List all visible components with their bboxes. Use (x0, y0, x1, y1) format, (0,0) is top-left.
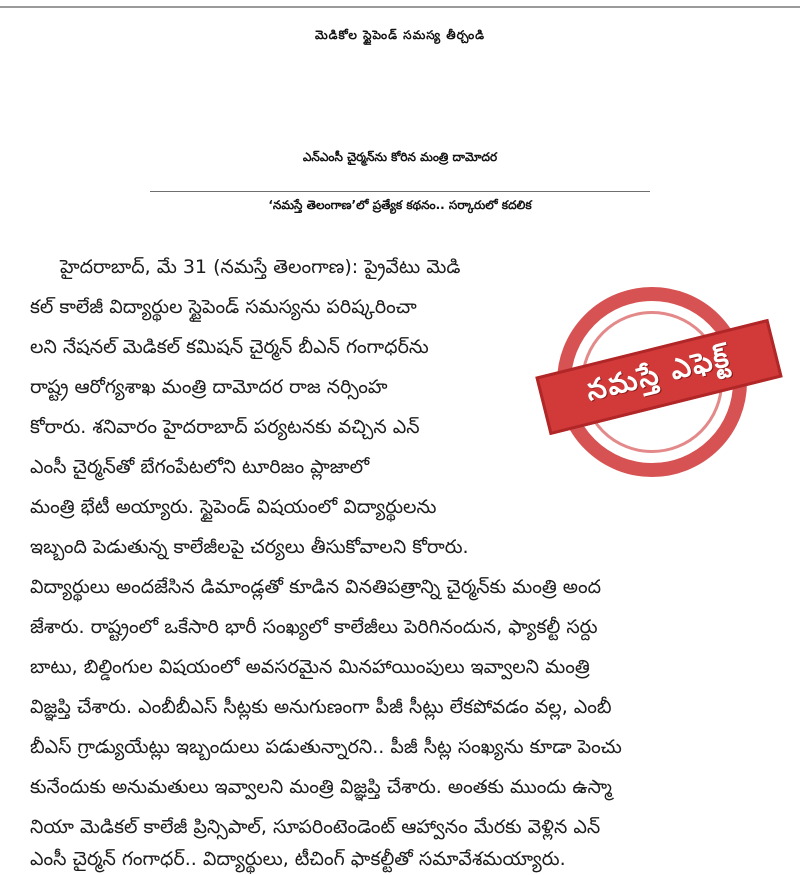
body-line-4: రాష్ట్ర ఆరోగ్యశాఖ మంత్రి దామోదర రాజ నర్సింహ (30, 376, 388, 398)
body-line-8: ఇబ్బంది పెడుతున్న కాలేజీలపై చర్యలు తీసుకోవాలని కోరారు. (30, 536, 469, 558)
body-line-13: బీఎస్ గ్రాడ్యుయేట్లు ఇబ్బందులు పడుతున్నారని.. పీజీ సీట్ల సంఖ్యను కూడా పెంచు (30, 736, 622, 758)
body-line-9: విద్యార్థులు అందజేసిన డిమాండ్లతో కూడిన వినతిపత్రాన్ని చైర్మన్‌కు మంత్రి అంద (30, 576, 602, 598)
body-line-2: కల్ కాలేజీ విద్యార్థుల స్టైపెండ్ సమస్యను పరిష్కరించా (30, 296, 417, 318)
namaste-effect-stamp (545, 275, 775, 505)
body-line-5: కోరారు. శనివారం హైదరాబాద్ పర్యటనకు వచ్చిన ఎన్ (30, 416, 420, 438)
body-line-12: విజ్ఞప్తి చేశారు. ఎంబీబీఎస్ సీట్లకు అనుగుణంగా పీజీ సీట్లు లేకపోవడం వల్ల, ఎంబీ (30, 696, 612, 718)
body-line-10: జేశారు. రాష్ట్రంలో ఒకేసారి భారీ సంఖ్యలో కాలేజీలు పెరిగినందున, ఫ్యాకల్టీ సర్దు (30, 616, 598, 638)
body-line-16: ఎంసీ చైర్మన్ గంగాధర్.. విద్యార్థులు, టీచింగ్ ఫాకల్టీతో సమావేశమయ్యారు. (30, 848, 566, 870)
subheadline-minister: ఎన్‌ఎంసీ చైర్మన్‌ను కోరిన మంత్రి దామోదర (302, 150, 498, 164)
body-line-11: బాటు, బిల్డింగుల విషయంలో అవసరమైన మినహాయింపులు ఇవ్వాలని మంత్రి (30, 656, 590, 678)
body-line-15: నియా మెడికల్ కాలేజీ ప్రిన్సిపాల్, సూపరింటెండెంట్ ఆహ్వానం మేరకు వెళ్లిన ఎన్ (30, 816, 601, 838)
headline: మెడికోల స్టైపెండ్ సమస్య తీర్చండి (314, 28, 486, 42)
body-line-7: మంత్రి భేటీ అయ్యారు. స్టైపెండ్ విషయంలో విద్యార్థులను (30, 496, 437, 518)
stamp-text: నమస్తే ఎఫెక్ట్ (582, 339, 734, 408)
body-line-14: కునేందుకు అనుమతులు ఇవ్వాలని మంత్రి విజ్ఞప్తి చేశారు. అంతకు ముందు ఉస్మా (30, 776, 612, 798)
subheadline-effect: ‘నమస్తే తెలంగాణ’లో ప్రత్యేక కథనం.. సర్కారులో కదలిక (268, 198, 532, 212)
subheadline-divider (150, 191, 650, 192)
body-line-3: లని నేషనల్ మెడికల్ కమిషన్ చైర్మన్ బీఎన్ గంగాధర్‌ను (30, 336, 429, 358)
body-line-1: హైదరాబాద్, మే 31 (నమస్తే తెలంగాణ): ప్రైవేటు మెడి (60, 256, 461, 278)
body-line-6: ఎంసీ చైర్మన్‌తో బేగంపేటలోని టూరిజం ప్లాజాలో (30, 456, 370, 478)
top-rule (0, 6, 800, 8)
